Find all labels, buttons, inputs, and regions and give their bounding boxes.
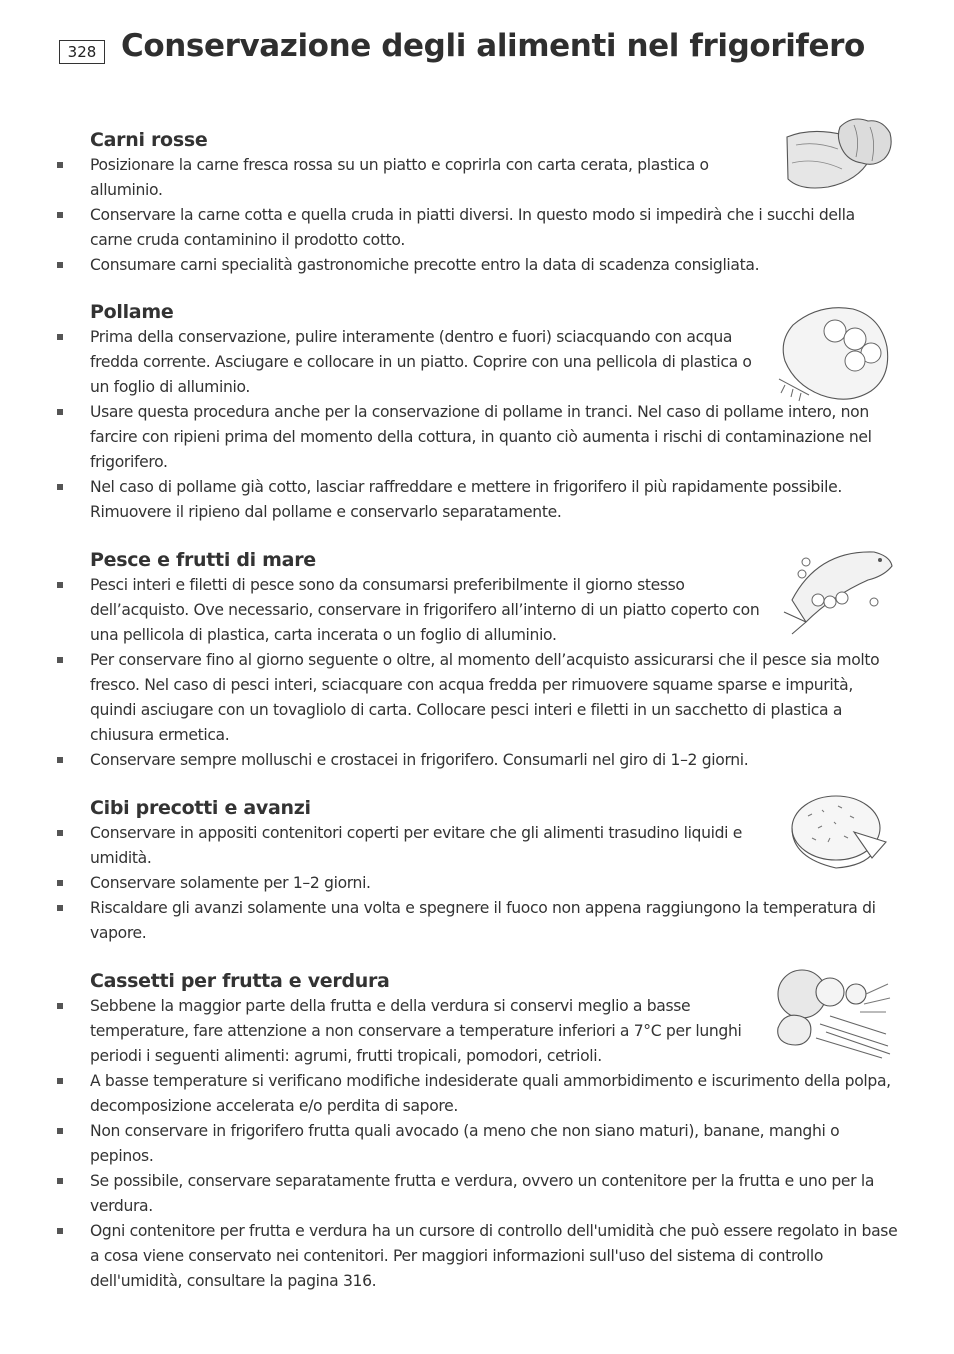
- quiche-illustration: [788, 792, 892, 874]
- list-item: Prima della conservazione, pulire interamente (dentro e fuori) sciacquando con acqua fredda corrente. Asciugare e collocare in un piatto. Coprire con una pellicola di plastica o un foglio di alluminio.: [0, 325, 756, 400]
- bullet-icon: [57, 1128, 63, 1134]
- list-item: Conservare la carne cotta e quella cruda in piatti diversi. In questo modo si impedirà che i succhi della carne cruda contaminino il prodotto cotto.: [0, 203, 900, 253]
- chicken-illustration: [775, 301, 893, 405]
- list-item: Non conservare in frigorifero frutta quali avocado (a meno che non siano maturi), banane, manghi o pepinos.: [0, 1119, 880, 1169]
- bullet-icon: [57, 830, 63, 836]
- list-item: Per conservare fino al giorno seguente o oltre, al momento dell’acquisto assicurarsi che il pesce sia molto fresco. Nel caso di pesci interi, sciacquare con acqua fredda per rimuovere squame sparse e impurità, quindi asciugare con un tovagliolo di carta. Collocare pesci interi e filetti in un sacchetto di plastica a chiusura ermetica.: [0, 648, 900, 748]
- list-item: Conservare solamente per 1–2 giorni.: [0, 871, 900, 896]
- bullet-icon: [57, 757, 63, 763]
- bullet-icon: [57, 880, 63, 886]
- bullet-icon: [57, 484, 63, 490]
- list-item: Conservare sempre molluschi e crostacei in frigorifero. Consumarli nel giro di 1–2 giorni.: [0, 748, 900, 773]
- section-heading: Pesce e frutti di mare: [90, 549, 316, 571]
- list-item: Riscaldare gli avanzi solamente una volta e spegnere il fuoco non appena raggiungono la temperatura di vapore.: [0, 896, 890, 946]
- section-heading: Cibi precotti e avanzi: [90, 797, 311, 819]
- list-item: Usare questa procedura anche per la conservazione di pollame in tranci. Nel caso di pollame intero, non farcire con ripieni prima del momento della cottura, in quanto ciò aumenta i rischi di contaminazione nel frigorifero.: [0, 400, 885, 475]
- section-heading: Carni rosse: [90, 129, 208, 151]
- page-title: Conservazione degli alimenti nel frigorifero: [121, 28, 865, 64]
- list-item: Se possibile, conservare separatamente frutta e verdura, ovvero un contenitore per la frutta e uno per la verdura.: [0, 1169, 890, 1219]
- bullet-icon: [57, 262, 63, 268]
- section-heading: Pollame: [90, 301, 174, 323]
- fish-illustration: [778, 540, 896, 636]
- bullet-icon: [57, 657, 63, 663]
- bullet-icon: [57, 1078, 63, 1084]
- bullet-icon: [57, 582, 63, 588]
- vegetables-illustration: [770, 964, 894, 1060]
- list-item: Consumare carni specialità gastronomiche precotte entro la data di scadenza consigliata.: [0, 253, 900, 278]
- list-item: Posizionare la carne fresca rossa su un piatto e coprirla con carta cerata, plastica o alluminio.: [0, 153, 776, 203]
- list-item: Sebbene la maggior parte della frutta e della verdura si conservi meglio a basse temperature, fare attenzione a non conservare a temperature inferiori a 7°C per lunghi periodi i seguenti alimenti: agrumi, frutti tropicali, pomodori, cetrioli.: [0, 994, 766, 1069]
- bullet-icon: [57, 334, 63, 340]
- bullet-icon: [57, 409, 63, 415]
- bullet-icon: [57, 1003, 63, 1009]
- list-item: Ogni contenitore per frutta e verdura ha un cursore di controllo dell'umidità che può essere regolato in base a cosa viene conservato nei contenitori. Per maggiori informazioni sull'uso del sistema di controllo dell'umidità, consultare la pagina 316.: [0, 1219, 900, 1294]
- bullet-icon: [57, 162, 63, 168]
- meat-illustration: [782, 115, 896, 195]
- bullet-icon: [57, 905, 63, 911]
- list-item: Conservare in appositi contenitori coperti per evitare che gli alimenti trasudino liquidi e umidità.: [0, 821, 762, 871]
- page-number: 328: [59, 40, 105, 64]
- bullet-icon: [57, 1228, 63, 1234]
- section-heading: Cassetti per frutta e verdura: [90, 970, 390, 992]
- bullet-icon: [57, 1178, 63, 1184]
- bullet-icon: [57, 212, 63, 218]
- list-item: A basse temperature si verificano modifiche indesiderate quali ammorbidimento e iscurimento della polpa, decomposizione accelerata e/o perdita di sapore.: [0, 1069, 900, 1119]
- list-item: Nel caso di pollame già cotto, lasciar raffreddare e mettere in frigorifero il più rapidamente possibile. Rimuovere il ripieno dal pollame e conservarlo separatamente.: [0, 475, 880, 525]
- list-item: Pesci interi e filetti di pesce sono da consumarsi preferibilmente il giorno stesso dell’acquisto. Ove necessario, conservare in frigorifero all’interno di un piatto coperto con una pellicola di plastica, carta incerata o un foglio di alluminio.: [0, 573, 766, 648]
